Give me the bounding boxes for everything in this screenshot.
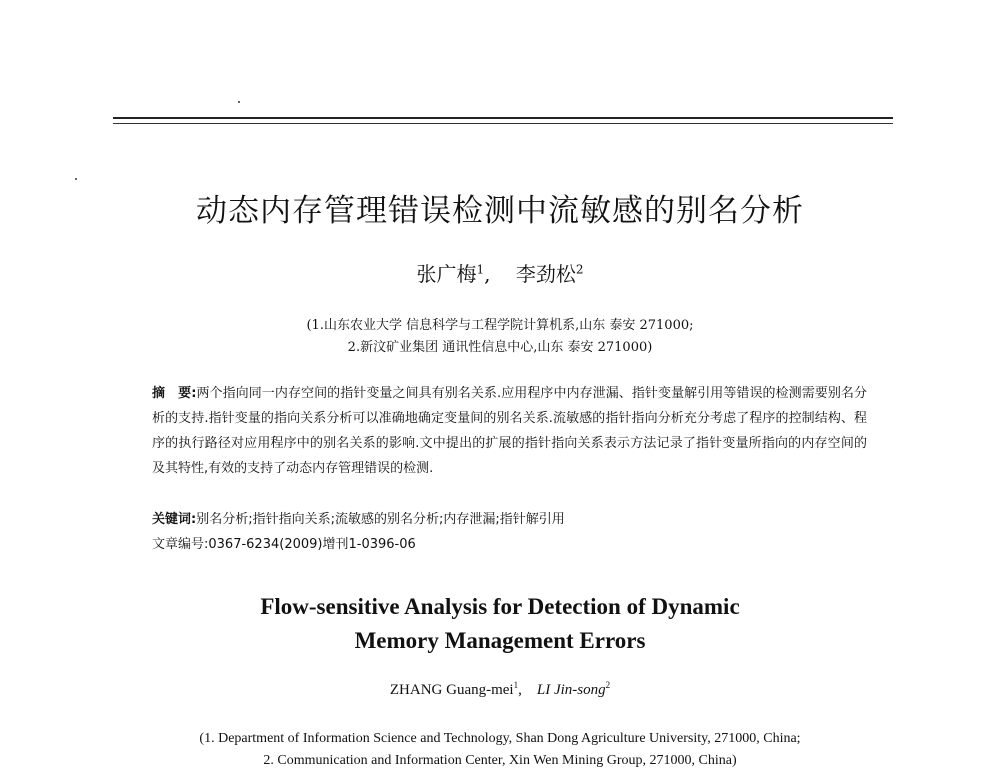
- authors-english: ZHANG Guang-mei$^1$, LI Jin-song$^2$: [389, 680, 611, 698]
- author-affil-mark: 2: [605, 680, 611, 690]
- article-number-value: 0367-6234(2009)增刊1-0396-06: [208, 537, 416, 552]
- keywords-text: 别名分析;指针指向关系;流敏感的别名分析;内存泄漏;指针解引用: [196, 512, 565, 527]
- affiliation-cn-2: 2.新汶矿业集团 通讯性信息中心,山东 泰安 271000): [347, 340, 653, 355]
- article-number-label: 文章编号:: [152, 537, 209, 552]
- affiliation-en-2: 2. Communication and Information Center, Xin Wen Mining Group, 271000, China): [263, 753, 737, 768]
- author-name: LI Jin-song: [536, 682, 606, 698]
- abstract-text: 两个指向同一内存空间的指针变量之间具有别名关系.应用程序中内存泄漏、指针变量解引用等错误的检测需要别名分析的支持.指针变量的指向关系分析可以准确地确定变量间的别名关系.流敏感的指针指向分析充分考虑了程序的控制结构、程序的执行路径对应用程序中的别名关系的影响.文中提出的扩展的指针指向关系表示方法记录了指针变量所指向的内存空间的及其特性,有效的支持了动态内存管理错误的检测.: [152, 386, 867, 476]
- title-chinese: 动态内存管理错误检测中流敏感的别名分析: [196, 193, 804, 229]
- author-affil-mark: 2: [575, 262, 584, 277]
- abstract-label: 摘 要:: [152, 386, 197, 401]
- scan-speck: [238, 101, 240, 103]
- affiliation-cn-1: (1.山东农业大学 信息科学与工程学院计算机系,山东 泰安 271000;: [306, 318, 694, 333]
- header-rule-top: [113, 117, 893, 119]
- author-name: 李劲松: [515, 262, 576, 286]
- authors-chinese: 张广梅$^1$, 李劲松$^2$: [416, 262, 584, 286]
- author-affil-mark: 1: [513, 680, 519, 690]
- author-name: 张广梅: [416, 262, 477, 286]
- author-name: ZHANG Guang-mei: [389, 682, 514, 698]
- article-number: [152, 532, 867, 557]
- author-affil-mark: 1: [476, 262, 485, 277]
- abstract: [152, 381, 867, 481]
- scan-speck: [75, 178, 77, 180]
- keywords: [152, 507, 867, 532]
- title-english-line-1: Flow-sensitive Analysis for Detection of Dynamic: [260, 594, 740, 619]
- affiliation-en-1: (1. Department of Information Science and Technology, Shan Dong Agriculture University, 271000, China;: [199, 731, 801, 746]
- header-rule-bottom: [113, 123, 893, 124]
- keywords-label: 关键词:: [152, 512, 197, 527]
- title-english-line-2: Memory Management Errors: [354, 628, 646, 653]
